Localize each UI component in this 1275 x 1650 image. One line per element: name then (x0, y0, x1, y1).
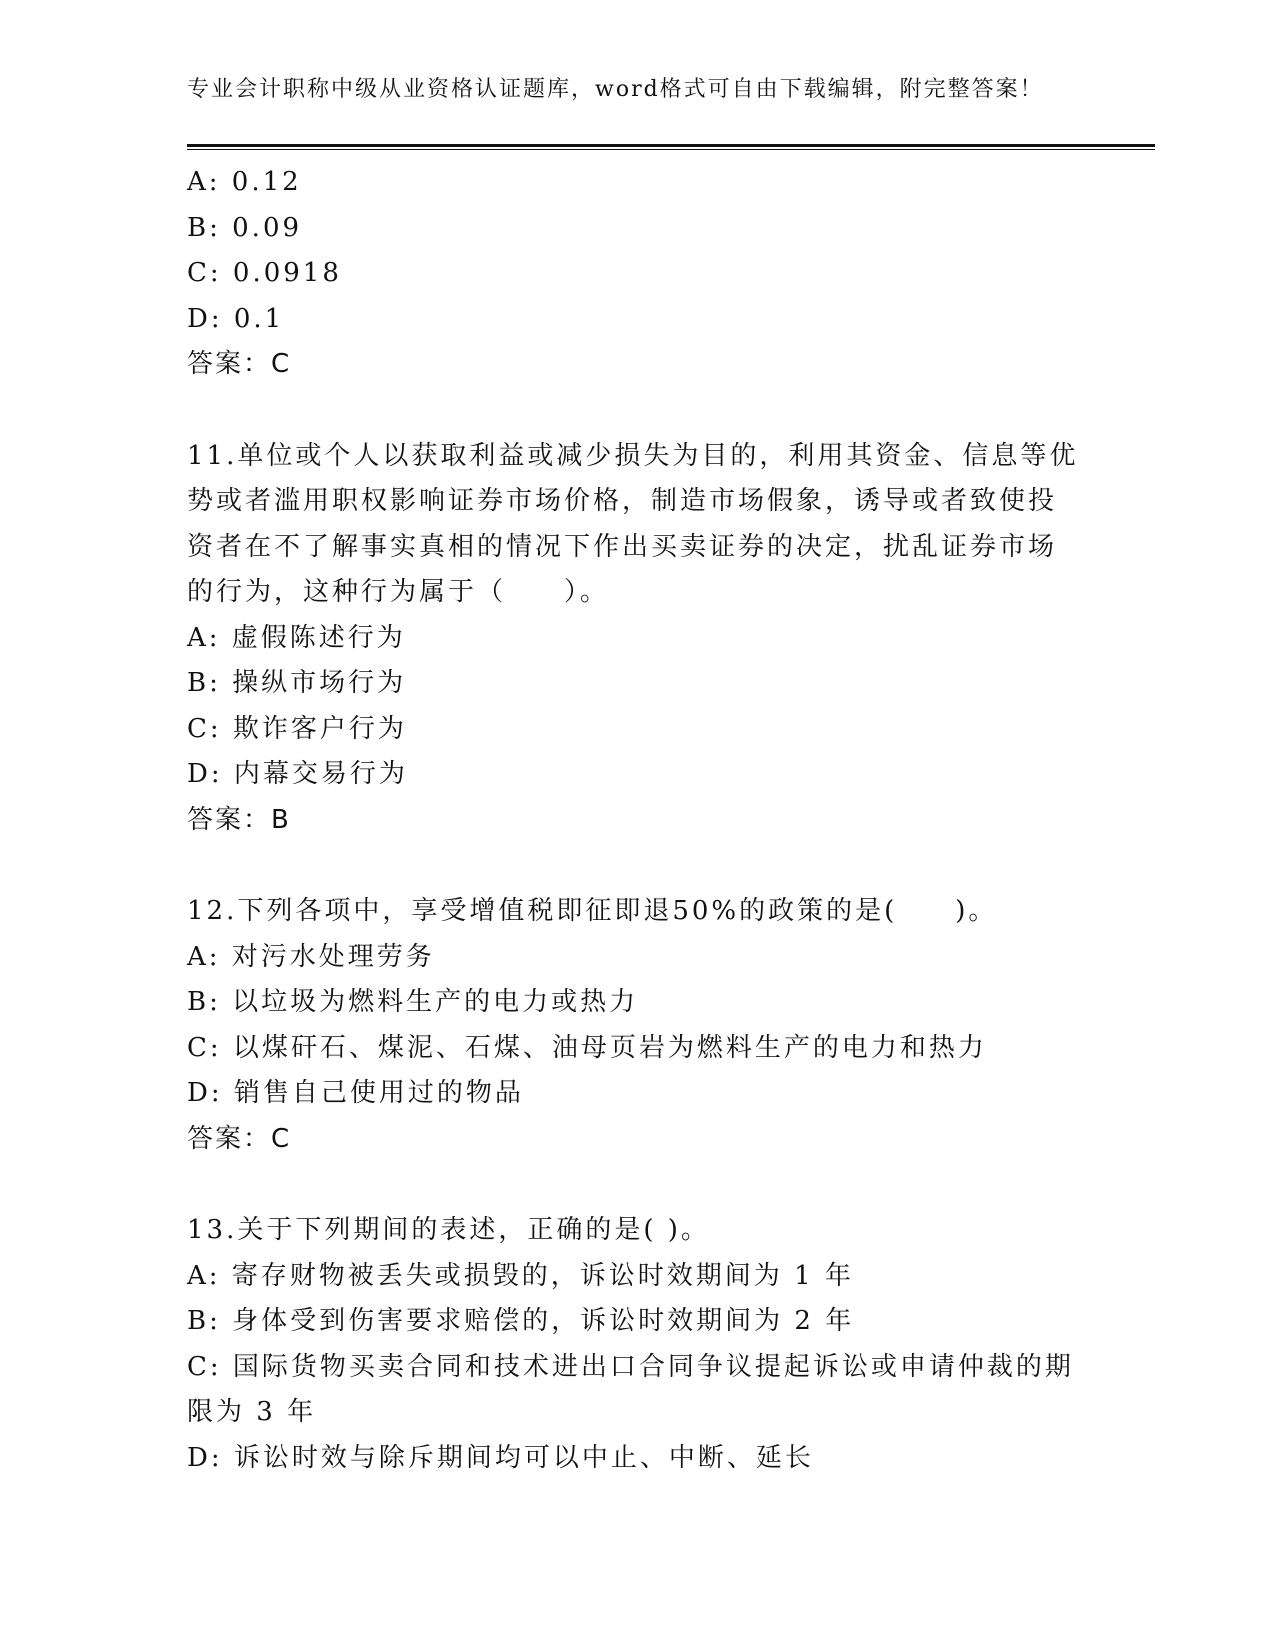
question-stem-line: 势或者滥用职权影响证券市场价格，制造市场假象，诱导或者致使投 (187, 486, 1058, 516)
question-stem-line: 的行为，这种行为属于（ ）。 (187, 577, 610, 607)
option-d: D: 0.1 (187, 303, 285, 334)
option-b: B: 以垃圾为燃料生产的电力或热力 (187, 987, 639, 1017)
option-b: B: 操纵市场行为 (187, 668, 407, 698)
spacer (187, 1162, 1087, 1208)
spacer (187, 843, 1087, 889)
question-stem: 13.关于下列期间的表述，正确的是( )。 (187, 1215, 710, 1245)
header-divider-thin (187, 149, 1155, 150)
header-divider-thick (187, 144, 1155, 147)
option-b: B: 0.09 (187, 212, 303, 243)
spacer (187, 388, 1087, 434)
option-c: C: 0.0918 (187, 258, 342, 288)
answer: 答案：C (187, 1123, 292, 1154)
option-c: C: 欺诈客户行为 (187, 713, 407, 744)
option-d: D: 销售自己使用过的物品 (187, 1078, 524, 1108)
question-12 (187, 889, 1087, 1162)
question-list (187, 160, 1087, 1481)
question-10 (187, 160, 1087, 388)
question-stem: 12.下列各项中，享受增值税即征即退50%的政策的是( )。 (187, 896, 998, 926)
question-stem-line: 11.单位或个人以获取利益或减少损失为目的，利用其资金、信息等优 (187, 440, 1079, 471)
answer: 答案：C (187, 349, 292, 379)
option-c: C: 以煤矸石、煤泥、石煤、油母页岩为燃料生产的电力和热力 (187, 1032, 987, 1063)
answer: 答案：B (187, 804, 291, 835)
option-c-line-1: C: 国际货物买卖合同和技术进出口合同争议提起诉讼或申请仲裁的期 (187, 1351, 1074, 1382)
option-a: A: 寄存财物被丢失或损毁的，诉讼时效期间为 1 年 (187, 1260, 854, 1291)
question-11 (187, 434, 1087, 844)
option-a: A: 0.12 (187, 167, 302, 197)
question-stem-line: 资者在不了解事实真相的情况下作出买卖证券的决定，扰乱证券市场 (187, 531, 1058, 562)
question-13 (187, 1208, 1087, 1481)
page-header: 专业会计职称中级从业资格认证题库，word格式可自由下载编辑，附完整答案！ (187, 77, 1044, 102)
option-b: B: 身体受到伤害要求赔偿的，诉讼时效期间为 2 年 (187, 1306, 855, 1336)
option-d: D: 诉讼时效与除斥期间均可以中止、中断、延长 (187, 1442, 814, 1473)
option-d: D: 内幕交易行为 (187, 759, 408, 789)
option-c-line-2: 限为 3 年 (187, 1397, 317, 1427)
option-a: A: 对污水处理劳务 (187, 941, 435, 972)
option-a: A: 虚假陈述行为 (187, 622, 406, 653)
